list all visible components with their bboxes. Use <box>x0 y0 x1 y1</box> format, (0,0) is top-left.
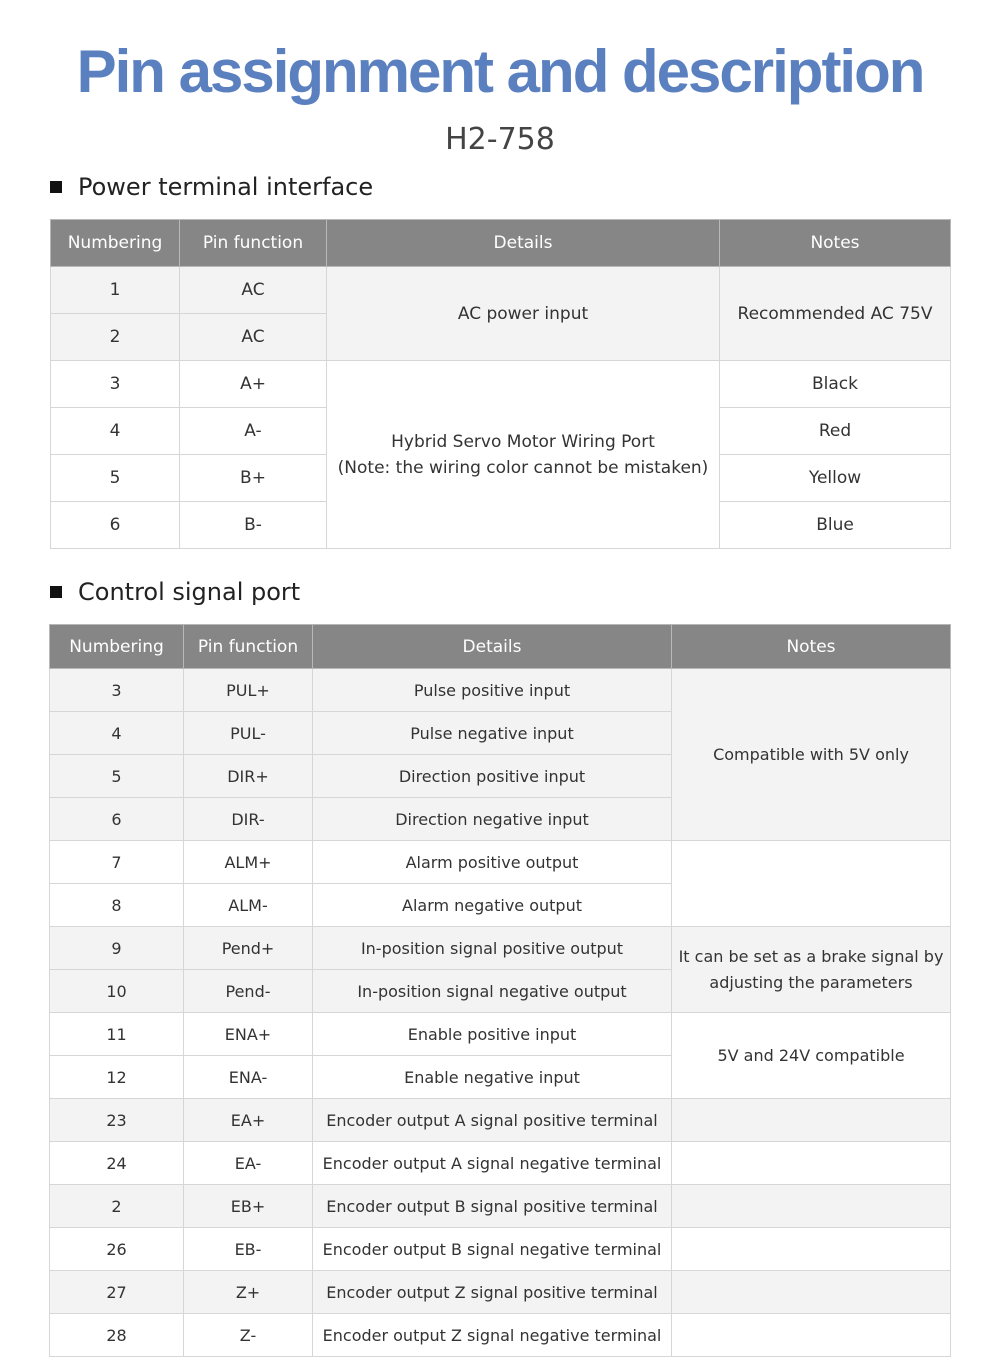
pin-number: 10 <box>50 970 184 1013</box>
pin-notes: Recommended AC 75V <box>720 267 951 361</box>
pin-details: In-position signal positive output <box>313 927 672 970</box>
column-header-details: Details <box>327 220 720 267</box>
pin-notes: Red <box>720 408 951 455</box>
table-row <box>50 1142 951 1185</box>
pin-function: EA+ <box>184 1099 313 1142</box>
notes-line: It can be set as a brake signal by <box>678 946 944 966</box>
pin-details: Direction negative input <box>313 798 672 841</box>
column-header-details: Details <box>313 625 672 669</box>
table-header-row <box>51 220 951 267</box>
pin-notes <box>672 927 951 1013</box>
pin-details: Enable negative input <box>313 1056 672 1099</box>
pin-function: B- <box>180 502 327 549</box>
pin-number: 11 <box>50 1013 184 1056</box>
power-section-heading <box>50 171 373 203</box>
pin-function: B+ <box>180 455 327 502</box>
control-section-title: Control signal port <box>78 578 301 606</box>
pin-function: DIR+ <box>184 755 313 798</box>
square-bullet-icon <box>50 181 62 193</box>
pin-function: ALM+ <box>184 841 313 884</box>
pin-notes-empty <box>672 1099 951 1142</box>
pin-details: Alarm positive output <box>313 841 672 884</box>
pin-function: Pend- <box>184 970 313 1013</box>
pin-details: Alarm negative output <box>313 884 672 927</box>
control-signal-table <box>49 624 951 1357</box>
column-header-numbering: Numbering <box>50 625 184 669</box>
pin-number: 28 <box>50 1314 184 1357</box>
table-row <box>50 1314 951 1357</box>
pin-details: Encoder output A signal negative terminal <box>313 1142 672 1185</box>
pin-number: 12 <box>50 1056 184 1099</box>
model-number: H2-758 <box>445 122 555 157</box>
pin-function: EB- <box>184 1228 313 1271</box>
table-row <box>51 361 951 408</box>
table-row <box>50 1185 951 1228</box>
pin-notes-empty <box>672 1314 951 1357</box>
table-row <box>50 927 951 970</box>
pin-details: AC power input <box>327 267 720 361</box>
pin-function: A- <box>180 408 327 455</box>
pin-function: Z- <box>184 1314 313 1357</box>
details-line: (Note: the wiring color cannot be mistaken) <box>337 457 709 478</box>
pin-function: EB+ <box>184 1185 313 1228</box>
pin-notes: Black <box>720 361 951 408</box>
pin-details <box>327 361 720 549</box>
notes-line: adjusting the parameters <box>709 972 913 992</box>
pin-details: Encoder output A signal positive terminal <box>313 1099 672 1142</box>
pin-notes: Blue <box>720 502 951 549</box>
pin-notes-empty <box>672 841 951 927</box>
details-line: Hybrid Servo Motor Wiring Port <box>391 431 655 452</box>
pin-function: A+ <box>180 361 327 408</box>
pin-number: 5 <box>51 455 180 502</box>
pin-notes-empty <box>672 1142 951 1185</box>
pin-function: PUL- <box>184 712 313 755</box>
pin-details: Encoder output B signal negative terminal <box>313 1228 672 1271</box>
pin-notes: Yellow <box>720 455 951 502</box>
table-header-row <box>50 625 951 669</box>
pin-function: ENA+ <box>184 1013 313 1056</box>
pin-details: In-position signal negative output <box>313 970 672 1013</box>
pin-number: 24 <box>50 1142 184 1185</box>
pin-number: 27 <box>50 1271 184 1314</box>
table-row <box>50 669 951 712</box>
pin-function: PUL+ <box>184 669 313 712</box>
pin-number: 4 <box>51 408 180 455</box>
pin-number: 2 <box>51 314 180 361</box>
control-section-heading <box>50 576 300 608</box>
power-section-title: Power terminal interface <box>78 173 374 201</box>
pin-function: Pend+ <box>184 927 313 970</box>
table-row <box>51 267 951 314</box>
column-header-numbering: Numbering <box>51 220 180 267</box>
power-terminal-table <box>50 219 951 549</box>
pin-details: Encoder output Z signal negative terminal <box>313 1314 672 1357</box>
square-bullet-icon <box>50 586 62 598</box>
pin-number: 3 <box>50 669 184 712</box>
pin-number: 1 <box>51 267 180 314</box>
table-row <box>50 1271 951 1314</box>
table-row <box>50 1099 951 1142</box>
pin-details: Pulse negative input <box>313 712 672 755</box>
pin-notes: Compatible with 5V only <box>672 669 951 841</box>
column-header-notes: Notes <box>672 625 951 669</box>
table-row <box>50 1013 951 1056</box>
pin-details: Direction positive input <box>313 755 672 798</box>
pin-number: 4 <box>50 712 184 755</box>
page-title: Pin assignment and description <box>76 38 924 105</box>
pin-function: AC <box>180 314 327 361</box>
pin-notes-empty <box>672 1185 951 1228</box>
pin-notes: 5V and 24V compatible <box>672 1013 951 1099</box>
pin-function: AC <box>180 267 327 314</box>
pin-details: Pulse positive input <box>313 669 672 712</box>
pin-details: Enable positive input <box>313 1013 672 1056</box>
pin-details: Encoder output B signal positive terminal <box>313 1185 672 1228</box>
column-header-notes: Notes <box>720 220 951 267</box>
pin-function: DIR- <box>184 798 313 841</box>
pin-number: 9 <box>50 927 184 970</box>
pin-number: 2 <box>50 1185 184 1228</box>
column-header-pin-function: Pin function <box>180 220 327 267</box>
pin-number: 7 <box>50 841 184 884</box>
pin-number: 23 <box>50 1099 184 1142</box>
pin-notes-empty <box>672 1271 951 1314</box>
pin-details: Encoder output Z signal positive terminal <box>313 1271 672 1314</box>
table-row <box>50 1228 951 1271</box>
pin-function: ENA- <box>184 1056 313 1099</box>
table-row <box>50 841 951 884</box>
column-header-pin-function: Pin function <box>184 625 313 669</box>
pin-number: 3 <box>51 361 180 408</box>
pin-number: 6 <box>50 798 184 841</box>
pin-number: 6 <box>51 502 180 549</box>
pin-function: Z+ <box>184 1271 313 1314</box>
pin-function: ALM- <box>184 884 313 927</box>
pin-notes-empty <box>672 1228 951 1271</box>
pin-function: EA- <box>184 1142 313 1185</box>
pin-number: 26 <box>50 1228 184 1271</box>
pin-number: 8 <box>50 884 184 927</box>
pin-number: 5 <box>50 755 184 798</box>
